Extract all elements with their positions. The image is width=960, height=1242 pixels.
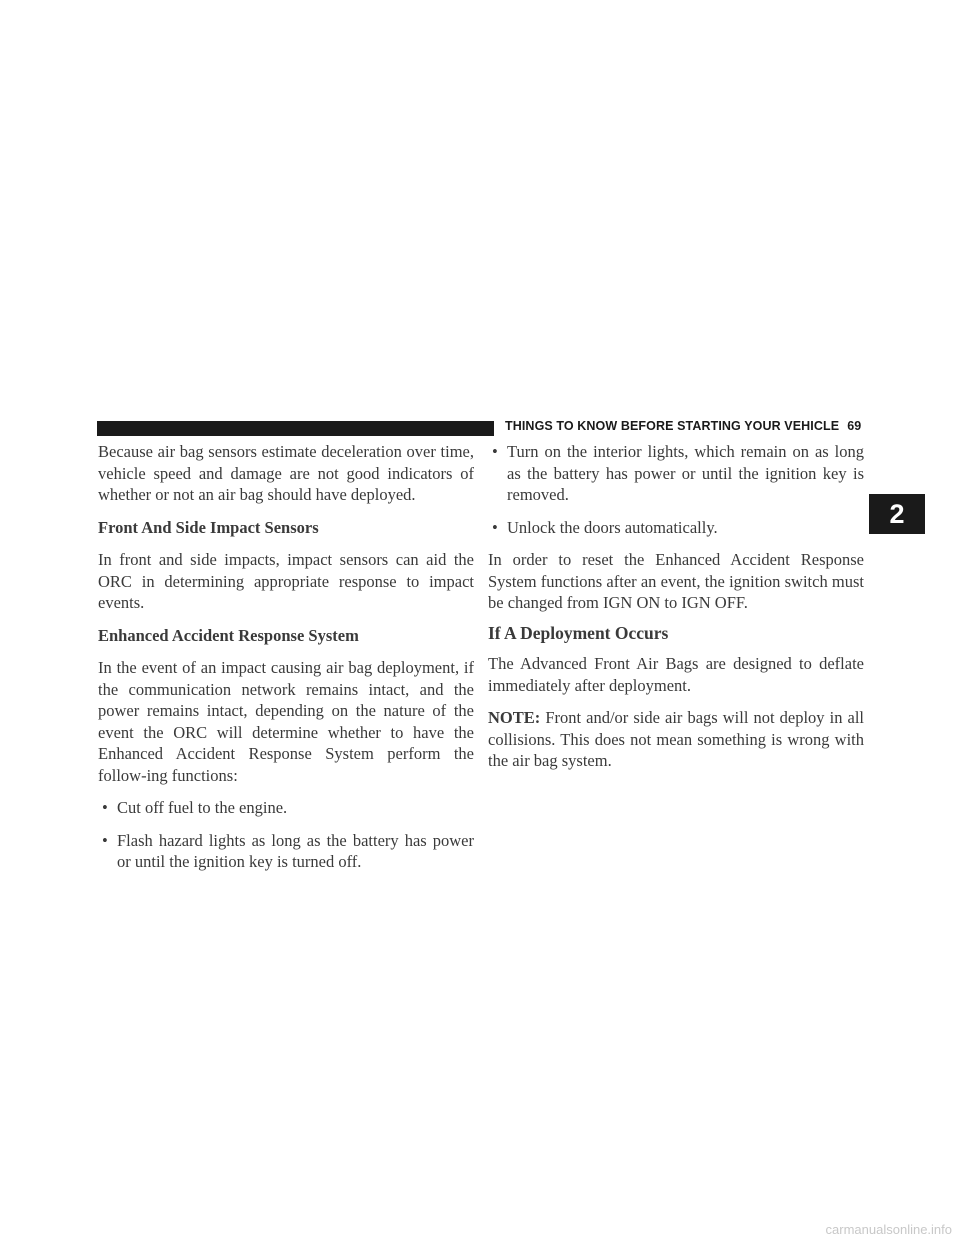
heading-enhanced-accident-response: Enhanced Accident Response System bbox=[98, 625, 359, 645]
heading-deployment: If A Deployment Occurs bbox=[488, 622, 669, 643]
note-paragraph bbox=[488, 707, 864, 772]
right-column bbox=[488, 441, 864, 783]
list-item: • Cut off fuel to the engine. bbox=[98, 797, 474, 819]
page-number: 69 bbox=[847, 419, 862, 433]
ears-paragraph: In the event of an impact causing air bag deployment, if the communication network remains intact, and the power remains intact, depending on the nature of the event the ORC will determine whether to have the Enhanced Accident Response System perform the follow-ing functions: bbox=[98, 658, 474, 785]
heading-impact-sensors: Front And Side Impact Sensors bbox=[98, 517, 319, 537]
list-item: • Unlock the doors automatically. bbox=[488, 517, 864, 539]
ears-function-list-continued bbox=[488, 441, 864, 538]
header-rule bbox=[97, 421, 494, 436]
note-text: Front and/or side air bags will not deploy in all collisions. This does not mean something is wrong with the air bag system. bbox=[488, 708, 864, 770]
note-label: NOTE: bbox=[488, 708, 541, 727]
list-item: • Flash hazard lights as long as the battery has power or until the ignition key is turned off. bbox=[98, 830, 474, 873]
deployment-paragraph: The Advanced Front Air Bags are designed to deflate immediately after deployment. bbox=[488, 654, 864, 695]
reset-paragraph: In order to reset the Enhanced Accident Response System functions after an event, the ignition switch must be changed from IGN ON to IGN OFF. bbox=[488, 550, 864, 612]
sensors-paragraph: In front and side impacts, impact sensors can aid the ORC in determining appropriate response to impact events. bbox=[98, 550, 474, 612]
left-column bbox=[98, 441, 474, 884]
running-header bbox=[505, 419, 861, 433]
list-item: • Turn on the interior lights, which remain on as long as the battery has power or until the ignition key is removed. bbox=[488, 441, 864, 506]
watermark: carmanualsonline.info bbox=[825, 1222, 952, 1237]
intro-paragraph: Because air bag sensors estimate deceleration over time, vehicle speed and damage are not good indicators of whether or not an air bag should have deployed. bbox=[98, 442, 474, 504]
chapter-tab: 2 bbox=[869, 494, 925, 534]
header-title: THINGS TO KNOW BEFORE STARTING YOUR VEHICLE bbox=[505, 419, 840, 433]
ears-function-list bbox=[98, 797, 474, 873]
